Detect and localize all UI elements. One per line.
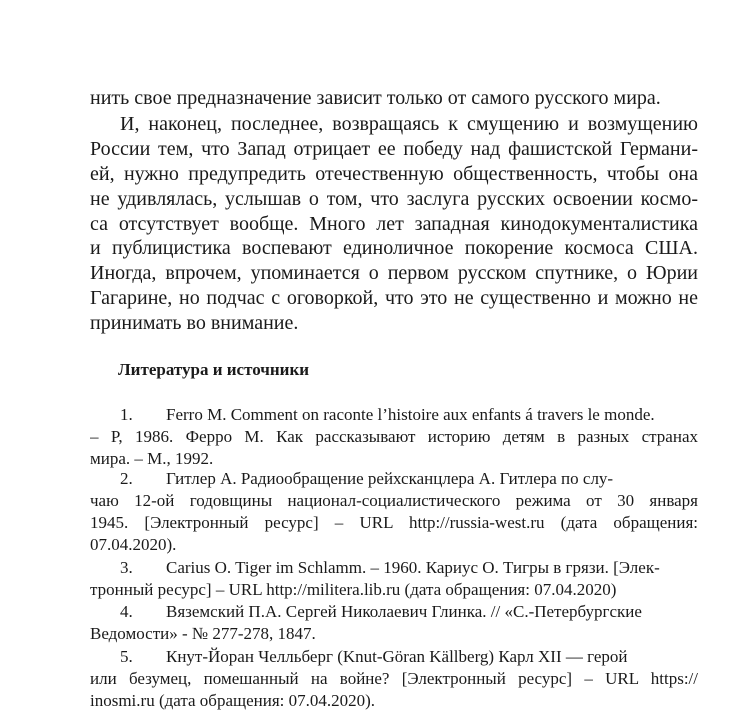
references-heading: Литература и источники — [118, 360, 310, 379]
reference-text-line: или безумец, помешанный на войне? [Электронный ресурс] – URL https:// — [90, 669, 698, 688]
reference-text-line: Ведомости» - № 277-278, 1847. — [90, 624, 316, 643]
body-text-line: России тем, что Запад отрицает ее победу над фашистской Германи- — [90, 138, 698, 160]
reference-number: 1. — [120, 405, 133, 424]
reference-text-line: Кнут-Йоран Челльберг (Knut-Göran Källberg) Карл XII — герой — [166, 647, 628, 666]
reference-item-3 — [90, 557, 698, 579]
reference-text-line: – P, 1986. Ферро М. Как рассказывают историю детям в разных странах — [90, 427, 698, 446]
body-text-line: са отсутствует вообще. Много лет западная кинодокументалистика — [90, 213, 698, 235]
body-text-line: И, наконец, последнее, возвращаясь к смущению и возмущению — [120, 113, 698, 135]
reference-item-5 — [90, 646, 698, 668]
body-text-line: и публицистика воспевают единоличное покорение космоса США. — [90, 237, 698, 259]
reference-text-line: мира. – М., 1992. — [90, 449, 214, 468]
body-text-line: Гагарине, но подчас с оговоркой, что это не существенно и можно не — [90, 287, 698, 309]
reference-number: 4. — [120, 602, 133, 621]
reference-text-line: 07.04.2020). — [90, 535, 177, 554]
reference-text-line: Ferro M. Comment on raconte l’histoire aux enfants á travers le monde. — [166, 405, 655, 424]
reference-number: 3. — [120, 558, 133, 577]
body-text-line: Иногда, впрочем, упоминается о первом русском спутнике, о Юрии — [90, 262, 698, 284]
body-text-line: не удивлялась, услышав о том, что заслуга русских освоении космо- — [90, 188, 698, 210]
reference-item-1 — [90, 404, 698, 426]
reference-text-line: чаю 12-ой годовщины национал-социалистического режима от 30 января — [90, 491, 698, 510]
reference-text-line: тронный ресурс] – URL http://militera.lib.ru (дата обращения: 07.04.2020) — [90, 580, 617, 599]
reference-number: 5. — [120, 647, 133, 666]
reference-number: 2. — [120, 469, 133, 488]
reference-text-line: inosmi.ru (дата обращения: 07.04.2020). — [90, 691, 376, 710]
body-text-line: ей, нужно предупредить отечественную общественность, чтобы она — [90, 163, 698, 185]
reference-item-2 — [90, 468, 698, 490]
reference-text-line: Вяземский П.А. Сергей Николаевич Глинка. // «С.-Петербургские — [166, 602, 642, 621]
body-text-line: принимать во внимание. — [90, 312, 299, 334]
reference-text-line: Гитлер А. Радиообращение рейхсканцлера А. Гитлера по слу- — [166, 469, 614, 488]
body-text-line: нить свое предназначение зависит только от самого русского мира. — [90, 87, 661, 109]
reference-text-line: 1945. [Электронный ресурс] – URL http://russia-west.ru (дата обращения: — [90, 513, 698, 532]
reference-text-line: Carius O. Tiger im Schlamm. – 1960. Кариус О. Тигры в грязи. [Элек- — [166, 558, 660, 577]
reference-item-4 — [90, 601, 698, 623]
